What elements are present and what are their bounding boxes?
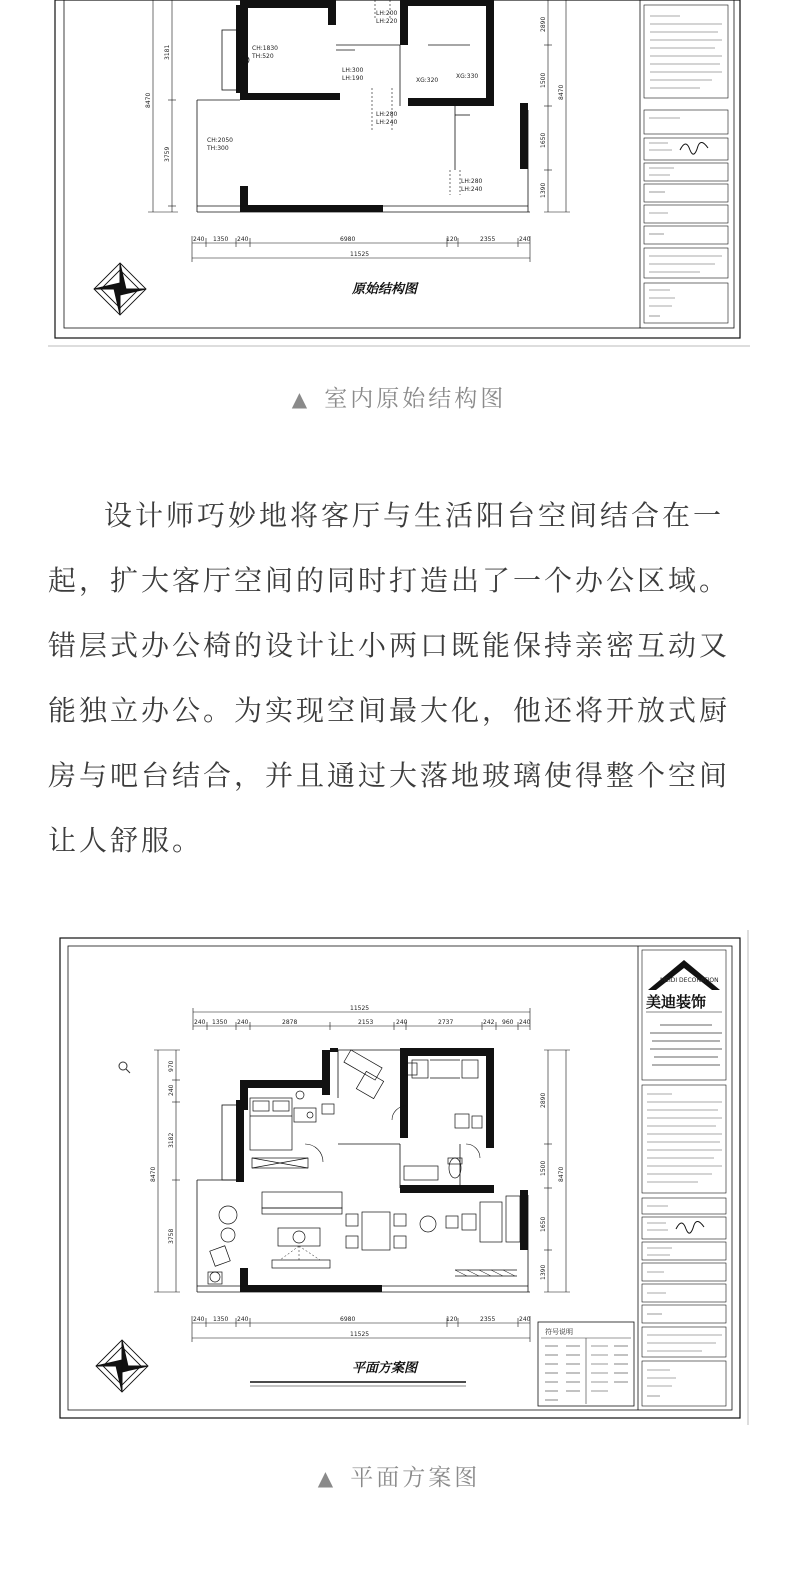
dim-right: 1650 — [540, 132, 547, 148]
brand-subtitle: MEIDI DECORATION — [660, 977, 719, 984]
room-label: LH:240 — [376, 119, 398, 126]
dim-bottom: 1350 — [213, 236, 229, 243]
figure-caption — [0, 1459, 798, 1492]
dim-right: 1500 — [540, 72, 547, 88]
compass-icon — [96, 1340, 148, 1392]
room-label: LH:280 — [461, 178, 483, 185]
dim-bottom: 240 — [237, 1316, 249, 1323]
caption-text: 室内原始结构图 — [324, 386, 507, 412]
dim-total-width-top: 11525 — [350, 1005, 370, 1012]
dim-top: 1350 — [212, 1019, 228, 1026]
dim-left: 3759 — [164, 146, 171, 162]
dim-bottom: 1350 — [213, 1316, 229, 1323]
dim-bottom: 240 — [519, 236, 531, 243]
dim-top: 960 — [502, 1019, 514, 1026]
dim-bottom: 240 — [519, 1316, 531, 1323]
dim-total-height-right: 8470 — [558, 84, 565, 100]
room-label: LH:220 — [376, 18, 398, 25]
room-label: XG:320 — [416, 77, 439, 84]
dim-bottom: 2355 — [480, 1316, 496, 1323]
room-label: LH:240 — [461, 186, 483, 193]
room-label: LH:200 — [376, 10, 398, 17]
dim-left: 3181 — [164, 44, 171, 60]
caption-text: 平面方案图 — [350, 1465, 481, 1491]
magnifier-icon — [119, 1062, 130, 1073]
room-label: XG:330 — [456, 73, 479, 80]
dim-right: 1390 — [540, 182, 547, 198]
dim-bottom: 6980 — [340, 1316, 356, 1323]
room-label: TH:300 — [207, 145, 229, 152]
room-label: CH:2050 — [207, 137, 233, 144]
drawing-title: 平面方案图 — [352, 1361, 418, 1376]
dim-total-height-right: 8470 — [558, 1166, 565, 1182]
compass-icon — [94, 263, 146, 315]
triangle-up-icon: ▲ — [317, 1466, 337, 1490]
brand-name: 美迪装饰 — [646, 993, 707, 1011]
dim-top: 242 — [483, 1019, 495, 1026]
dim-top: 2878 — [282, 1019, 298, 1026]
dim-total-height: 8470 — [150, 1166, 157, 1182]
article-paragraph: 设计师巧妙地将客厅与生活阳台空间结合在一起，扩大客厅空间的同时打造出了一个办公区域。错层式办公椅的设计让小两口既能保持亲密互动又能独立办公。为实现空间最大化，他还将开放式厨房与吧台结合，并且通过大落地玻璃使得整个空间让人舒服。 — [48, 499, 731, 857]
dim-left: 3182 — [168, 1132, 175, 1148]
dim-bottom: 120 — [446, 1316, 458, 1323]
dim-bottom: 240 — [193, 236, 205, 243]
room-label: LH:300 — [342, 67, 364, 74]
dim-top: 240 — [194, 1019, 206, 1026]
dim-left: 240 — [168, 1084, 175, 1096]
legend-title: 符号说明 — [545, 1328, 573, 1336]
room-label: LH:280 — [376, 111, 398, 118]
dim-bottom: 2355 — [480, 236, 496, 243]
floor-plan-drawing — [0, 930, 798, 1430]
dim-right: 1650 — [540, 1216, 547, 1232]
article-body — [48, 483, 753, 873]
dim-top: 2737 — [438, 1019, 454, 1026]
drawing-title: 原始结构图 — [352, 282, 418, 297]
figure-caption — [0, 380, 798, 413]
room-label: LH:190 — [342, 75, 364, 82]
dim-top: 240 — [519, 1019, 531, 1026]
dim-right: 1390 — [540, 1264, 547, 1280]
dim-right: 1500 — [540, 1160, 547, 1176]
dim-bottom: 240 — [193, 1316, 205, 1323]
dim-total-width-bottom: 11525 — [350, 1331, 370, 1338]
dim-left: 970 — [168, 1060, 175, 1072]
dim-right: 2890 — [540, 16, 547, 32]
dim-bottom: 120 — [446, 236, 458, 243]
brand-logo-icon — [648, 960, 720, 990]
dim-bottom: 6980 — [340, 236, 356, 243]
dim-top: 240 — [396, 1019, 408, 1026]
dim-top: 240 — [237, 1019, 249, 1026]
dim-top: 2153 — [358, 1019, 374, 1026]
dim-right: 2890 — [540, 1092, 547, 1108]
dim-bottom: 240 — [237, 236, 249, 243]
room-label: CH:1830 — [252, 45, 278, 52]
original-structure-drawing — [0, 0, 798, 350]
room-label: TH:520 — [252, 53, 274, 60]
dim-total-height: 8470 — [145, 92, 152, 108]
triangle-up-icon: ▲ — [291, 387, 311, 411]
dim-left: 3758 — [168, 1228, 175, 1244]
dim-total-width: 11525 — [350, 251, 370, 258]
